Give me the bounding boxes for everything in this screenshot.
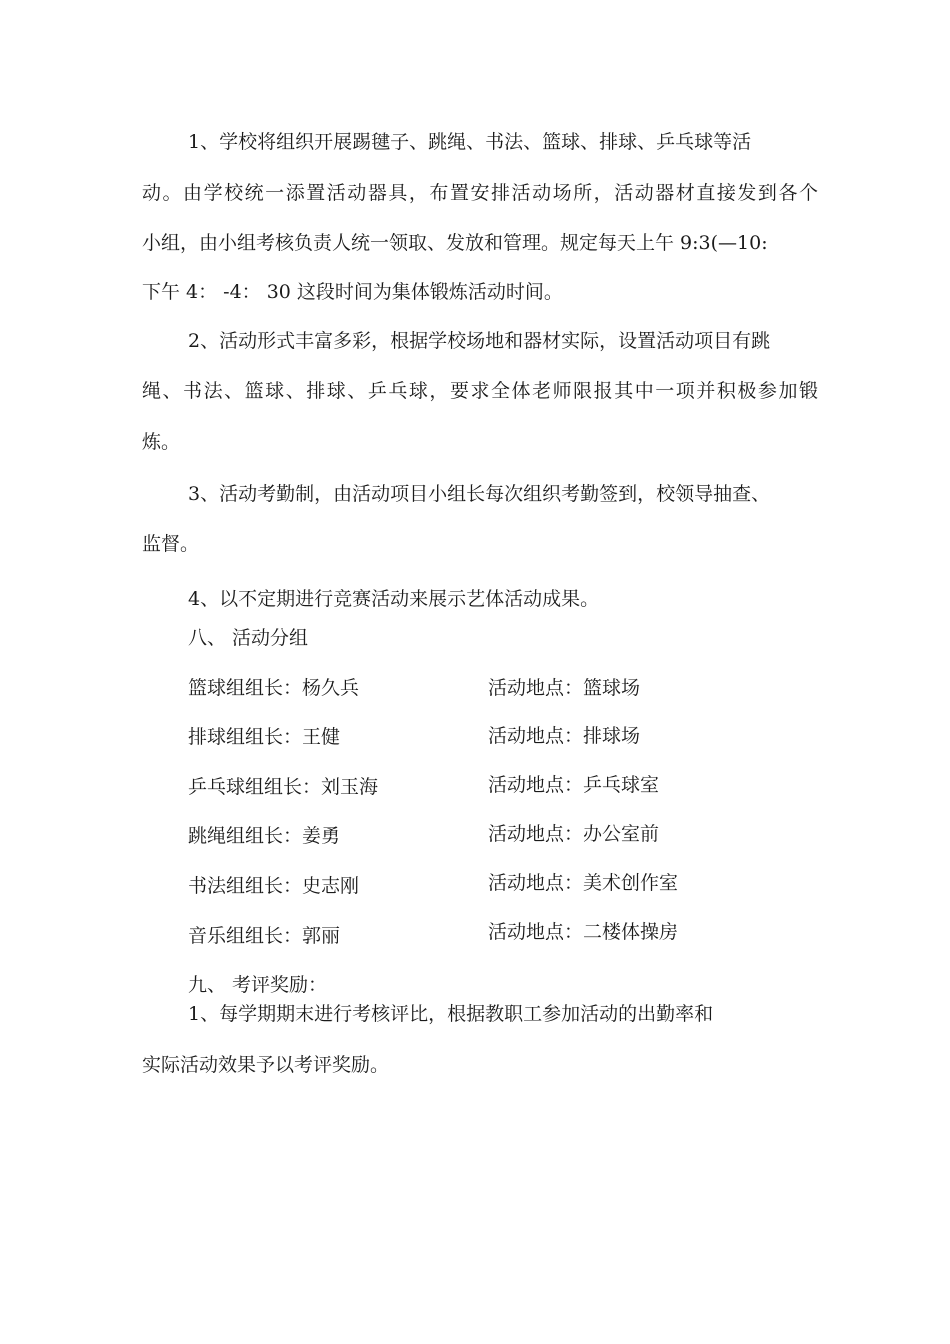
group-leader-pingpong: 乒乓球组组长：刘玉海 [188,776,379,798]
section-9-line-1: 1、每学期期末进行考核评比，根据教职工参加活动的出勤率和 [188,1003,714,1025]
section-8-heading: 八、 活动分组 [188,627,309,649]
paragraph-1-line-1: 1、学校将组织开展踢毽子、跳绳、书法、篮球、排球、乒乓球等活 [188,131,752,153]
group-place-basketball: 活动地点：篮球场 [488,677,641,699]
paragraph-1-line-3: 小组，由小组考核负责人统一领取、发放和管理。规定每天上午 9:3(—10: [142,232,768,254]
paragraph-1-line-2: 动。由学校统一添置活动器具，布置安排活动场所，活动器材直接发到各个 [142,182,818,204]
group-leader-music: 音乐组组长：郭丽 [188,925,341,947]
paragraph-3-line-1: 3、活动考勤制，由活动项目小组长每次组织考勤签到，校领导抽查、 [188,483,771,505]
group-leader-basketball: 篮球组组长：杨久兵 [188,677,360,699]
group-leader-volleyball: 排球组组长：王健 [188,726,341,748]
group-place-music: 活动地点：二楼体操房 [488,921,679,943]
group-leader-jumprope: 跳绳组组长：姜勇 [188,825,341,847]
paragraph-2-line-2: 绳、书法、篮球、排球、乒乓球，要求全体老师限报其中一项并积极参加锻 [142,380,818,402]
paragraph-2-line-3: 炼。 [142,431,181,453]
section-9-line-2: 实际活动效果予以考评奖励。 [142,1054,390,1076]
group-place-volleyball: 活动地点：排球场 [488,725,641,747]
paragraph-2-line-1: 2、活动形式丰富多彩，根据学校场地和器材实际，设置活动项目有跳 [188,330,771,352]
group-place-jumprope: 活动地点：办公室前 [488,823,660,845]
paragraph-4: 4、以不定期进行竞赛活动来展示艺体活动成果。 [188,588,600,610]
group-place-calligraphy: 活动地点：美术创作室 [488,872,679,894]
paragraph-1-line-4: 下午 4： -4： 30 这段时间为集体锻炼活动时间。 [142,281,563,303]
section-9-heading: 九、 考评奖励： [188,974,328,996]
group-leader-calligraphy: 书法组组长：史志刚 [188,875,360,897]
paragraph-3-line-2: 监督。 [142,533,200,555]
group-place-pingpong: 活动地点：乒乓球室 [488,774,660,796]
